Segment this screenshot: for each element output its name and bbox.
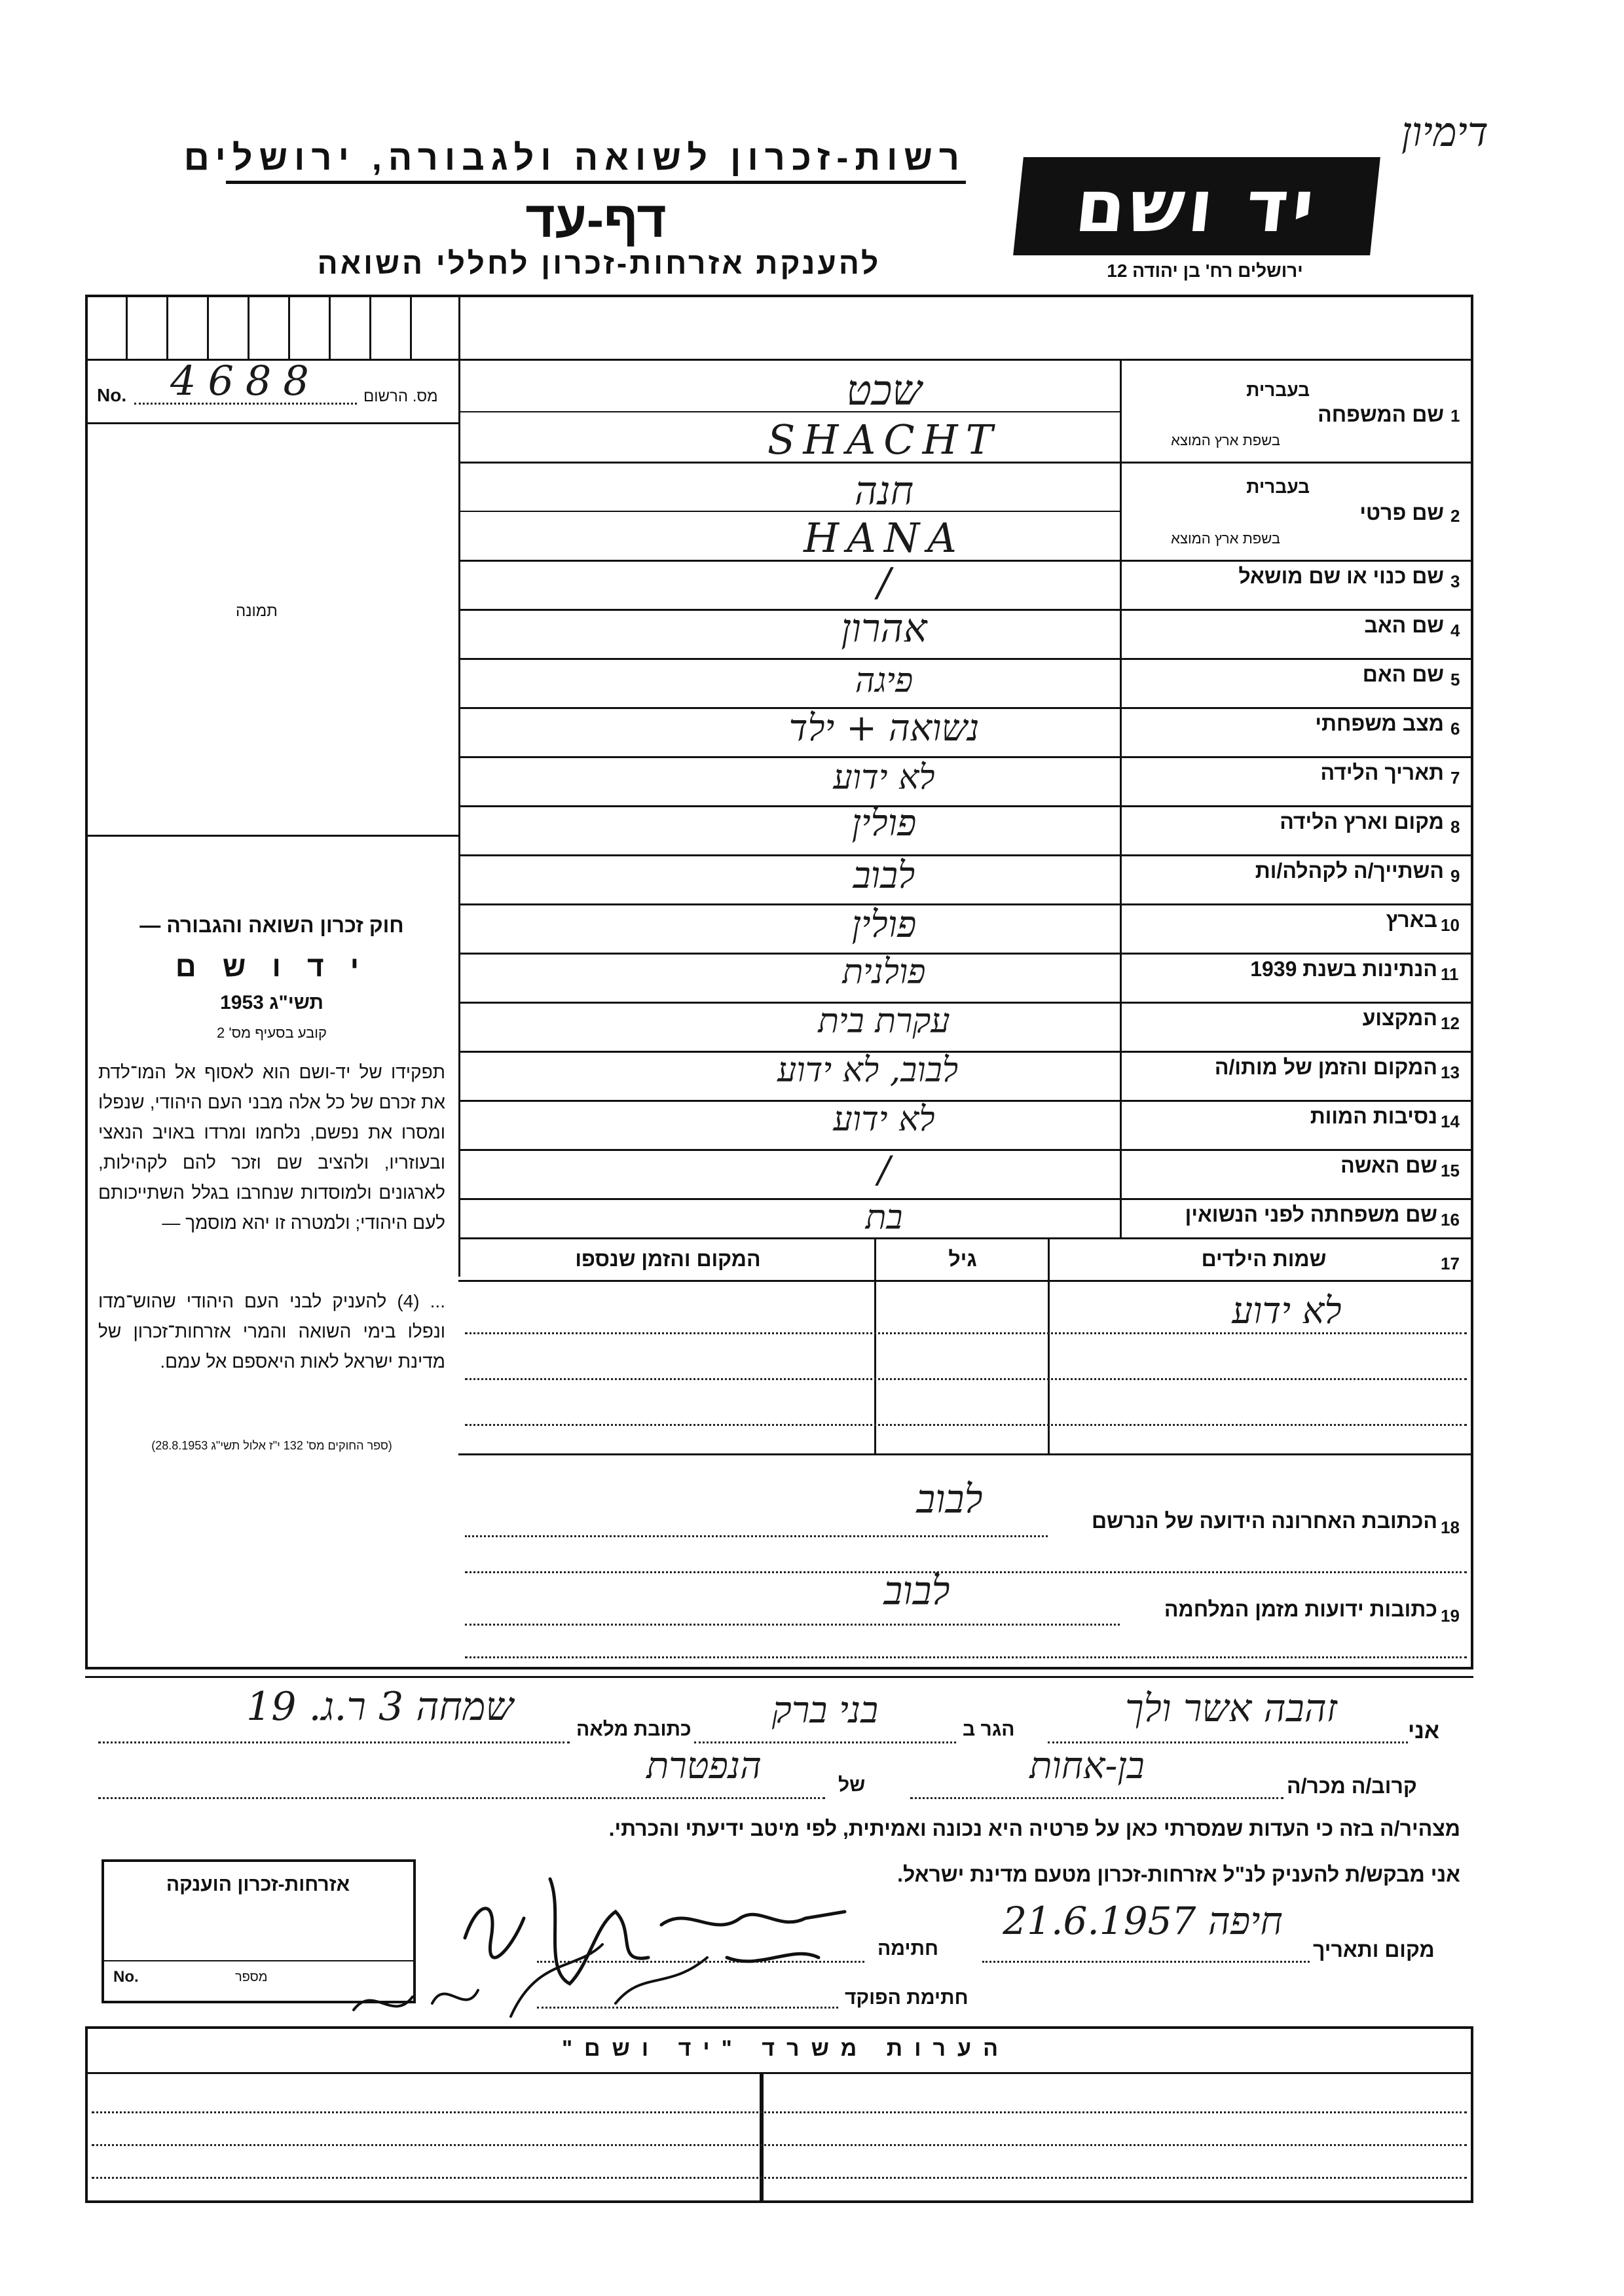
law-text-1: תפקידו של יד-ושם הוא לאסוף אל המו־לדת את זכרם של כל אלה מבני העם היהודי, שנפלו ומסרו את נפשם, נלחמו ומרדו באויב הנאצי ובעוזריו, ולהציב שם וזכר להם לקהילות, לארגונים ולמוסדות שנחרבו בגלל השתייכותם לעם היהודי; ולמטרה זו יהא מוסמך — xyxy=(98,1062,445,1233)
law-text-2: ... (4) להעניק לבני העם היהודי שהוש־מדו ונפלו בימי השואה והמרי אזרחות־זכרון של מדינת ישראל לאות היאספם אל עמם. xyxy=(98,1291,445,1372)
field-value: בת xyxy=(865,1198,903,1237)
registration-no-label: No. xyxy=(97,385,127,405)
place-date-value: חיפה 21.6.1957 xyxy=(1003,1899,1283,1943)
field-value: עקרת בית xyxy=(818,1002,950,1041)
logo-text: יד ושם xyxy=(1071,164,1322,248)
place-date-label: מקום ותאריך xyxy=(1313,1938,1435,1961)
law-year: תשי"ג 1953 xyxy=(220,992,323,1013)
first-name-label: שם פרטי xyxy=(1359,501,1444,524)
family-name-label: שם המשפחה xyxy=(1318,403,1444,426)
field-label: שם האב xyxy=(1364,613,1444,637)
field-label: שם כנוי או שם מושאל xyxy=(1238,564,1444,588)
field-value: לבוב xyxy=(853,854,915,897)
field-value: פולין xyxy=(851,802,917,845)
logo-address: ירושלים רח' בן יהודה 12 xyxy=(1107,261,1303,281)
field-value: / xyxy=(877,1149,891,1192)
law-name: י ד ו ש ם xyxy=(175,951,369,983)
origin-tag-1: בשפת ארץ המוצא xyxy=(1171,432,1280,448)
war-addresses-label: כתובות ידועות מזמן המלחמה xyxy=(1164,1597,1437,1621)
war-addresses-value: לבוב xyxy=(883,1568,950,1614)
family-name-origin: SHACHT xyxy=(767,416,1001,464)
field-label: נסיבות המוות xyxy=(1310,1104,1437,1128)
field-label: שם משפחתה לפני הנשואין xyxy=(1185,1203,1437,1226)
registration-label: מס. הרשום xyxy=(363,388,438,405)
first-name-origin: HANA xyxy=(803,514,965,562)
declarant-street: שמחה 3 ר.ג. 19 xyxy=(246,1684,513,1730)
children-age-header: גיל xyxy=(948,1247,977,1271)
law-title: חוק זכרון השואה והגבורה — xyxy=(139,913,404,937)
children-place-header: המקום והזמן שנספו xyxy=(575,1247,761,1271)
field-value: לבוב, לא ידוע xyxy=(777,1051,959,1090)
declarant-name: זהבה אשר ולך xyxy=(1125,1686,1337,1730)
form-subtitle: להענקת אזרחות-זכרון לחללי השואה xyxy=(317,246,881,280)
of-label: של xyxy=(838,1774,866,1796)
full-address-label: כתובת מלאה xyxy=(576,1719,692,1740)
child-name-entry: לא ידוע xyxy=(1232,1290,1342,1332)
field-value: / xyxy=(877,560,891,606)
field-label: המקצוע xyxy=(1362,1006,1437,1030)
hebrew-tag-2: בעברית xyxy=(1246,477,1310,497)
last-address-label: הכתובת האחרונה הידועה של הנרשם xyxy=(1091,1509,1437,1533)
registration-number: 4688 xyxy=(170,357,321,405)
citizenship-number-label: מספר xyxy=(235,1970,268,1984)
statement-1: מצהיר/ה בזה כי העדות שמסרתי כאן על פרטיה היא נכונה ואמיתית, לפי מיטב ידיעתי והכרתי. xyxy=(608,1817,1460,1840)
citizenship-box xyxy=(101,1859,416,2003)
children-names-header: שמות הילדים xyxy=(1201,1247,1327,1271)
declaration-ani: אני xyxy=(1408,1719,1440,1743)
citizenship-no: No. xyxy=(113,1968,139,1986)
relative-label: קרוב/ה מכר/ה xyxy=(1287,1774,1417,1798)
hebrew-tag-1: בעברית xyxy=(1246,380,1310,400)
office-notes-title: הערות משרד "יד ושם" xyxy=(561,2036,1010,2061)
field-label: שם האשה xyxy=(1340,1154,1437,1177)
field-value: לא ידוע xyxy=(833,758,935,797)
field-label: מקום וארץ הלידה xyxy=(1280,810,1444,833)
origin-tag-2: בשפת ארץ המוצא xyxy=(1171,530,1280,547)
field-value: פולין xyxy=(851,903,917,946)
form-title: דף-עד xyxy=(525,191,667,248)
field-label: השתייך/ה לקהלה/ות xyxy=(1255,859,1444,883)
signature-label: חתימה xyxy=(877,1938,939,1959)
field-label: תאריך הלידה xyxy=(1320,761,1444,784)
relation-value: בן-אחות xyxy=(1029,1745,1145,1787)
field-value: אהרון xyxy=(841,606,927,651)
of-value: הנפטרת xyxy=(646,1745,762,1787)
field-value: נשואה + ילד xyxy=(788,707,980,750)
declarant-city: בני ברק xyxy=(771,1689,879,1732)
law-section: קובע בסעיף מס' 2 xyxy=(217,1025,327,1041)
authority-heading: רשות-זכרון לשואה ולגבורה, ירושלים xyxy=(226,137,966,184)
resides-at-label: הגר ב xyxy=(963,1719,1015,1740)
field-label: שם האם xyxy=(1362,663,1444,686)
family-name-hebrew: שכט xyxy=(846,367,922,415)
law-reference: (ספר החוקים מס' 132 י"ז אלול תשי"ג 28.8.1953) xyxy=(151,1439,392,1452)
corner-handwritten-mark: דימיון xyxy=(1401,108,1488,156)
last-address-value: לבוב xyxy=(916,1476,983,1522)
field-value: לא ידוע xyxy=(833,1100,935,1139)
yad-vashem-logo xyxy=(1013,157,1380,255)
field-value: פיגה xyxy=(855,661,913,701)
field-label: מצב משפחתי xyxy=(1315,712,1444,735)
statement-2: אני מבקש/ת להעניק לנ"ל אזרחות-זכרון מטעם מדינת ישראל. xyxy=(897,1863,1460,1886)
field-value: פולנית xyxy=(842,953,926,992)
field-label: המקום והזמן של מותו/ה xyxy=(1214,1055,1437,1079)
field-label: הנתינות בשנת 1939 xyxy=(1250,957,1437,981)
photo-label: תמונה xyxy=(236,602,278,620)
citizenship-title: אזרחות-זכרון הוענקה xyxy=(166,1874,350,1895)
field-label: בארץ xyxy=(1386,908,1437,932)
officer-signature-label: חתימת הפוקד xyxy=(845,1987,969,2009)
first-name-hebrew: חנה xyxy=(854,468,914,514)
